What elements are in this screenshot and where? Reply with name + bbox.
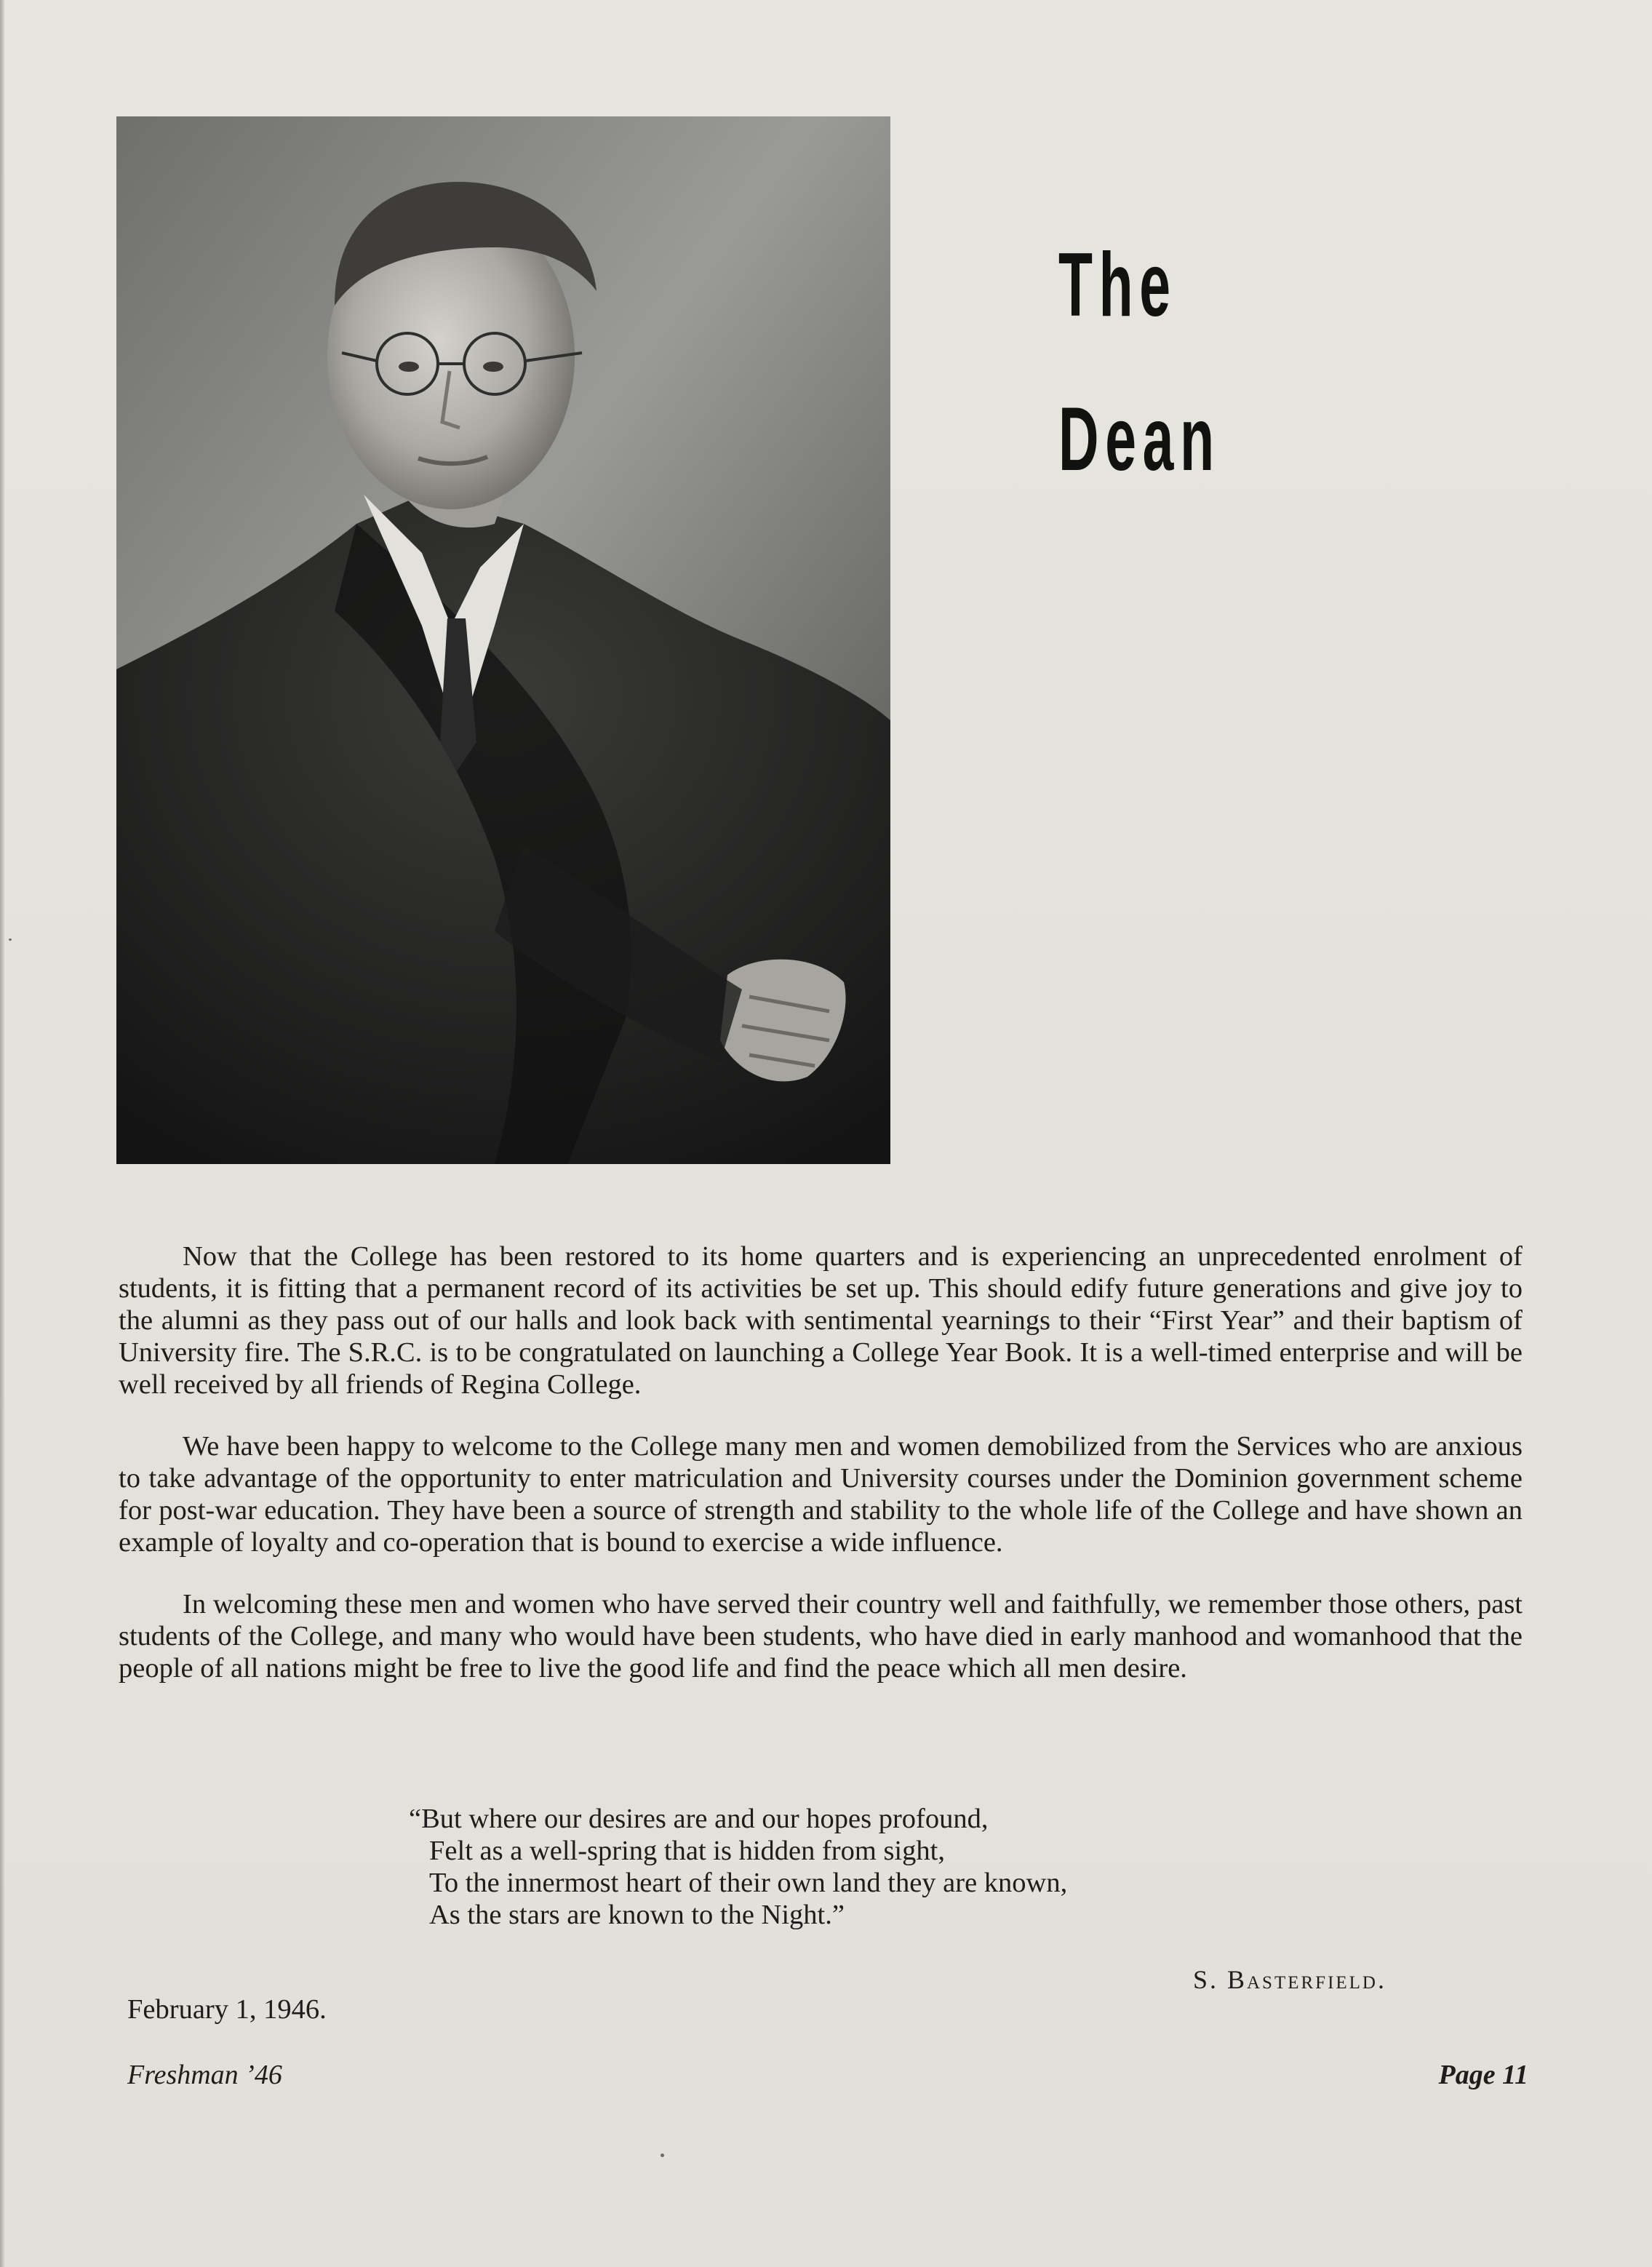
page-heading	[1058, 235, 1437, 490]
poem-line-1: “But where our desires are and our hopes profound,	[409, 1804, 989, 1834]
footer-publication: Freshman ’46	[127, 2060, 282, 2090]
heading-line-dean: Dean	[1058, 389, 1221, 490]
page-binding-edge	[0, 0, 4, 2267]
poem-line-2: Felt as a well-spring that is hidden from sight,	[429, 1836, 945, 1866]
paragraph-1: Now that the College has been restored to its home quarters and is experiencing an unprecedented enrolment of students, it is fitting that a permanent record of its activities be set up. This should edify future generations and give joy to the alumni as they pass out of our halls and look back with sentimental yearnings to their “First Year” and their baptism of University fire. The S.R.C. is to be congratulated on launching a College Year Book. It is a well-timed enterprise and will be well received by all friends of Regina College.	[119, 1241, 1523, 1400]
dean-message	[119, 1240, 1523, 1714]
paper-speck	[661, 2154, 664, 2157]
paragraph-3: In welcoming these men and women who have served their country well and faithfully, we remember those others, past students of the College, and many who would have been students, who have died in early manhood and womanhood that the people of all nations might be free to live the good life and find the peace which all men desire.	[119, 1589, 1523, 1684]
poem-line-4: As the stars are known to the Night.”	[429, 1900, 845, 1930]
paper-speck	[9, 939, 12, 941]
footer-page-number: Page 11	[1438, 2060, 1528, 2090]
poem-quote	[409, 1803, 1318, 1931]
heading-line-the: The	[1058, 235, 1177, 335]
paragraph-2: We have been happy to welcome to the College many men and women demobilized from the Services who are anxious to take advantage of the opportunity to enter matriculation and University courses under the Dominion government scheme for post-war education. They have been a source of strength and stability to the whole life of the College and have shown an example of loyalty and co-operation that is bound to exercise a wide influence.	[119, 1431, 1523, 1558]
poem-line-3: To the innermost heart of their own land they are known,	[429, 1868, 1068, 1898]
dean-portrait-photo	[116, 116, 890, 1164]
signature: S. Basterfield.	[1192, 1965, 1386, 1994]
letter-date: February 1, 1946.	[127, 1994, 327, 2025]
